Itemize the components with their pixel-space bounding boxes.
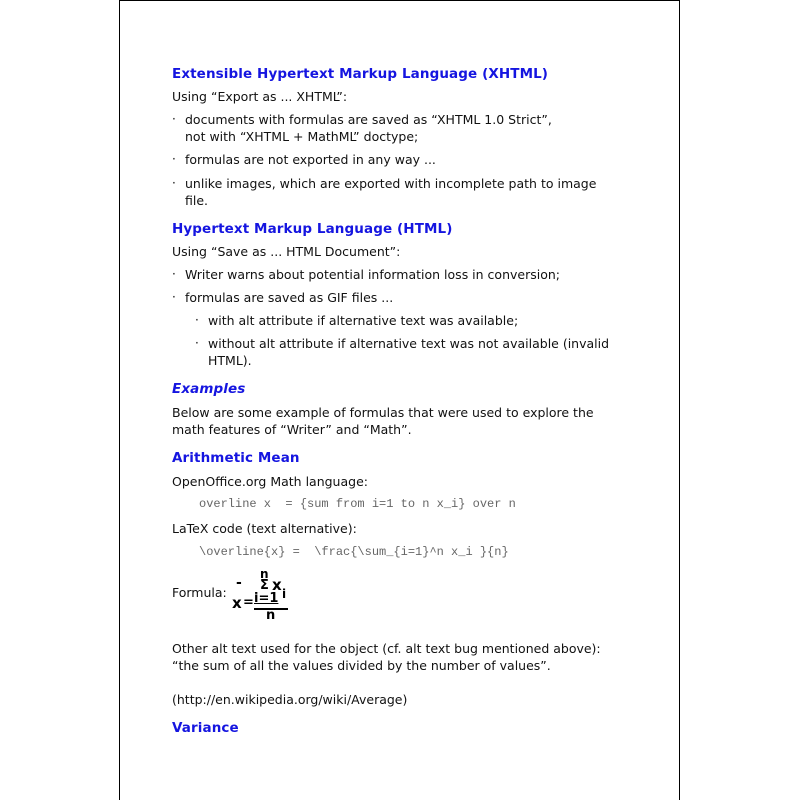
- latex-label: LaTeX code (text alternative):: [172, 521, 357, 536]
- html-sub-bullet-2-line1: without alt attribute if alternative text was not available (invalid: [208, 336, 610, 351]
- bullet-icon: ·: [172, 176, 176, 190]
- formula-equals: =: [243, 595, 254, 610]
- xhtml-bullet-2: formulas are not exported in any way ...: [185, 152, 436, 167]
- bullet-icon: ·: [172, 152, 176, 166]
- formula-lower-limit: i=1: [254, 591, 279, 606]
- bullet-icon: ·: [172, 290, 176, 304]
- formula-upper-limit: n: [260, 567, 269, 581]
- xhtml-bullet-1-line1: documents with formulas are saved as “XHTML 1.0 Strict”,: [185, 112, 552, 127]
- source-link[interactable]: (http://en.wikipedia.org/wiki/Average): [172, 692, 408, 707]
- html-sub-bullet-2-line2: HTML).: [208, 353, 252, 368]
- alt-text-line2: “the sum of all the values divided by the number of values”.: [172, 658, 551, 673]
- heading-arithmetic-mean: Arithmetic Mean: [172, 450, 300, 466]
- examples-text-line1: Below are some example of formulas that were used to explore the: [172, 405, 594, 420]
- formula-image: [232, 568, 292, 624]
- ooo-math-label: OpenOffice.org Math language:: [172, 474, 368, 489]
- formula-overline: -: [236, 575, 242, 591]
- bullet-icon: ·: [172, 267, 176, 281]
- bullet-icon: ·: [195, 313, 199, 327]
- heading-xhtml: Extensible Hypertext Markup Language (XHTML): [172, 66, 549, 82]
- alt-text-line1: Other alt text used for the object (cf. alt text bug mentioned above):: [172, 641, 601, 656]
- ooo-math-code: overline x = {sum from i=1 to n x_i} over n: [199, 497, 516, 511]
- formula-label: Formula:: [172, 585, 227, 600]
- html-bullet-2: formulas are saved as GIF files ...: [185, 290, 394, 305]
- html-sub-bullet-1: with alt attribute if alternative text was available;: [208, 313, 519, 328]
- xhtml-bullet-3-line1: unlike images, which are exported with incomplete path to image: [185, 176, 597, 191]
- bullet-icon: ·: [195, 336, 199, 350]
- formula-sum-sign: Σ: [260, 578, 269, 593]
- xhtml-bullet-1-line2: not with “XHTML + MathML” doctype;: [185, 129, 419, 144]
- html-intro: Using “Save as ... HTML Document”:: [172, 244, 401, 259]
- xhtml-intro: Using “Export as ... XHTML”:: [172, 89, 348, 104]
- formula-denominator: n: [266, 608, 276, 623]
- heading-html: Hypertext Markup Language (HTML): [172, 221, 453, 237]
- heading-examples: Examples: [172, 381, 246, 397]
- formula-subscript-i: i: [282, 587, 287, 601]
- examples-text-line2: math features of “Writer” and “Math”.: [172, 422, 412, 437]
- heading-variance: Variance: [172, 720, 239, 736]
- formula-xi: x: [272, 576, 282, 594]
- bullet-icon: ·: [172, 112, 176, 126]
- formula-x: x: [232, 594, 242, 612]
- html-bullet-1: Writer warns about potential information loss in conversion;: [185, 267, 560, 282]
- latex-code: \overline{x} = \frac{\sum_{i=1}^n x_i }{n}: [199, 545, 509, 559]
- xhtml-bullet-3-line2: file.: [185, 193, 209, 208]
